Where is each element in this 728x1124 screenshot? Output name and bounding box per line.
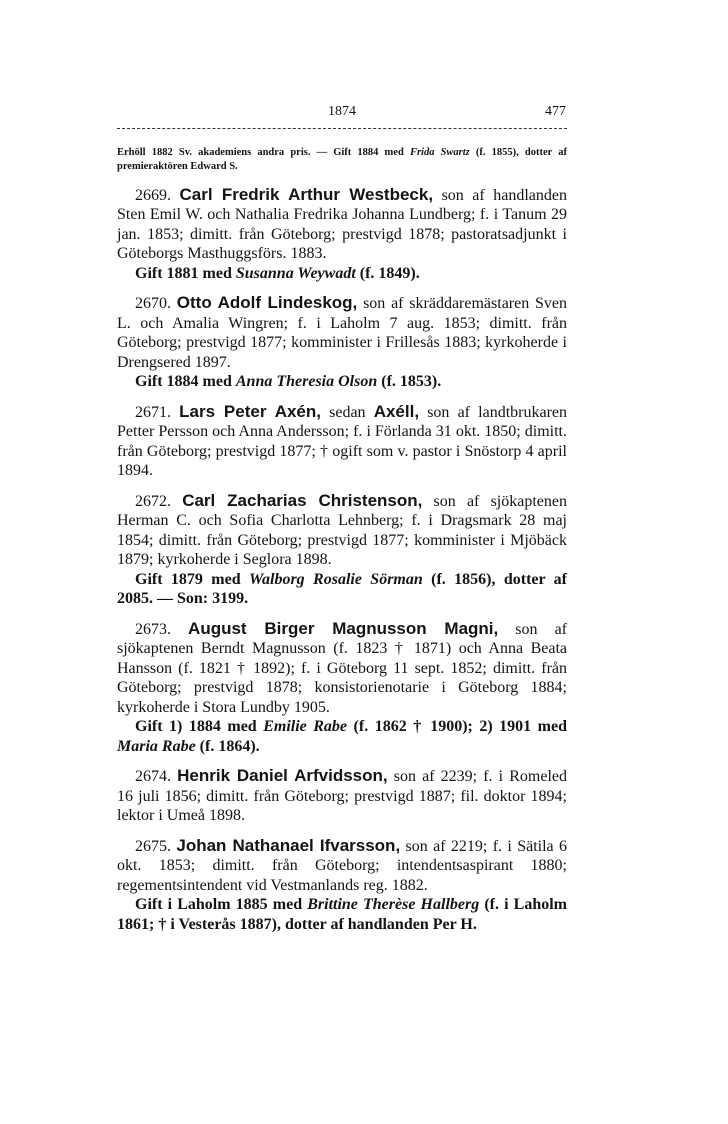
spouse-name-2: Maria Rabe xyxy=(117,737,196,755)
page-number: 477 xyxy=(545,104,566,119)
entry-text: son af 2219; f. i Sätila 6 okt. 1853; dimitt. från Göteborg; intendentsaspirant 1880; regementsintendent vid Vestmanlands reg. 1882. xyxy=(117,837,568,894)
entry-2672 xyxy=(117,491,567,609)
entry-2675 xyxy=(117,836,567,935)
entry-2673 xyxy=(117,619,567,757)
entry-name: Henrik Daniel Arfvidsson, xyxy=(177,766,388,785)
entry-number: 2671. xyxy=(135,403,171,421)
spouse-name: Frida Swartz xyxy=(409,147,470,158)
entry-2674 xyxy=(117,766,567,826)
entry-text: son af 2239; f. i Romeled 16 juli 1856; dimitt. från Göteborg; prestvigd 1887; fil. doktor 1894; lektor i Umeå 1898. xyxy=(117,768,568,824)
spouse-name: Emilie Rabe xyxy=(263,718,348,735)
intro-note: Erhöll 1882 Sv. akademiens andra pris. — Gift 1884 med Frida Swartz (f. 1855), dotter af premieraktören Edward S. xyxy=(117,147,567,172)
spouse-name: Susanna Weywadt xyxy=(235,264,356,282)
book-page xyxy=(117,104,567,934)
entry-text: son af landtbrukaren Petter Persson och Anna Andersson; f. i Förlanda 31 okt. 1850; dimitt. från Göteborg; prestvigd 1877; † ogift som v. pastor i Snöstorp 4 april 1894. xyxy=(117,403,567,479)
entry-name: Lars Peter Axén, xyxy=(179,401,321,421)
entry-number: 2669. xyxy=(135,186,171,204)
marriage-note: Gift 1879 med Walborg Rosalie Sörman (f. 1856), dotter af 2085. — Son: 3199. xyxy=(117,570,567,607)
entry-number: 2670. xyxy=(135,295,171,312)
entry-text: son af handlanden Sten Emil W. och Nathalia Fredrika Johanna Lundberg; f. i Tanum 29 jan. 1853; dimitt. från Göteborg; prestvigd 1878; pastoratsadjunkt i Göteborgs Masthuggsförs. 1883. xyxy=(117,186,568,262)
entry-name: Johan Nathanael Ifvarsson, xyxy=(176,835,401,855)
header-rule xyxy=(117,128,567,129)
spouse-name: Walborg Rosalie Sörman xyxy=(248,570,423,588)
marriage-note: Gift i Laholm 1885 med Brittine Therèse Hallberg (f. i Laholm 1861; † i Vesterås 1887), dotter af handlanden Per H. xyxy=(117,896,567,933)
entry-name: Carl Fredrik Arthur Westbeck, xyxy=(179,184,434,204)
entry-2670 xyxy=(117,293,567,392)
entry-name: August Birger Magnusson Magni, xyxy=(188,618,499,638)
entry-text: son af skräddaremästaren Sven L. och Amalia Wingren; f. i Laholm 7 aug. 1853; dimitt. från Göteborg; prestvigd 1877; komminister i Frillesås 1883; kyrkoherde i Drengsered 1897. xyxy=(117,295,568,371)
spouse-name: Anna Theresia Olson xyxy=(235,373,378,390)
entry-2669 xyxy=(117,185,567,284)
entry-mid: sedan xyxy=(320,403,374,421)
entry-number: 2672. xyxy=(135,492,171,510)
marriage-note: Gift 1881 med Susanna Weywadt (f. 1849). xyxy=(135,264,420,282)
entry-number: 2675. xyxy=(135,837,171,855)
entry-text: son af sjökaptenen Herman C. och Sofia Charlotta Lehnberg; f. i Dragsmark 28 maj 1854; dimitt. från Göteborg; prestvigd 1877; komminister i Mjöbäck 1879; kyrkoherde i Seglora 1898. xyxy=(117,492,567,568)
entry-name: Otto Adolf Lindeskog, xyxy=(176,293,358,312)
marriage-note: Gift 1884 med Anna Theresia Olson (f. 1853). xyxy=(135,373,442,390)
header-year: 1874 xyxy=(328,104,356,119)
page-header xyxy=(117,104,567,124)
entry-name-2: Axéll, xyxy=(373,401,420,421)
entry-name: Carl Zacharias Christenson, xyxy=(182,490,423,510)
marriage-note: Gift 1) 1884 med Emilie Rabe (f. 1862 † 1900); 2) 1901 med Maria Rabe (f. 1864). xyxy=(117,718,567,755)
entry-number: 2673. xyxy=(135,620,171,638)
entry-number: 2674. xyxy=(135,768,171,785)
entry-2671 xyxy=(117,402,567,481)
entry-text: son af sjökaptenen Berndt Magnusson (f. 1823 † 1871) och Anna Beata Hansson (f. 1821 † 1892); f. i Göteborg 11 sept. 1852; dimitt. från Göteborg; prestvigd 1878; konsistorienotarie i Göteborg 1884; kyrkoherde i Stora Lundby 1905. xyxy=(117,620,567,716)
spouse-name: Brittine Therèse Hallberg xyxy=(307,896,480,913)
